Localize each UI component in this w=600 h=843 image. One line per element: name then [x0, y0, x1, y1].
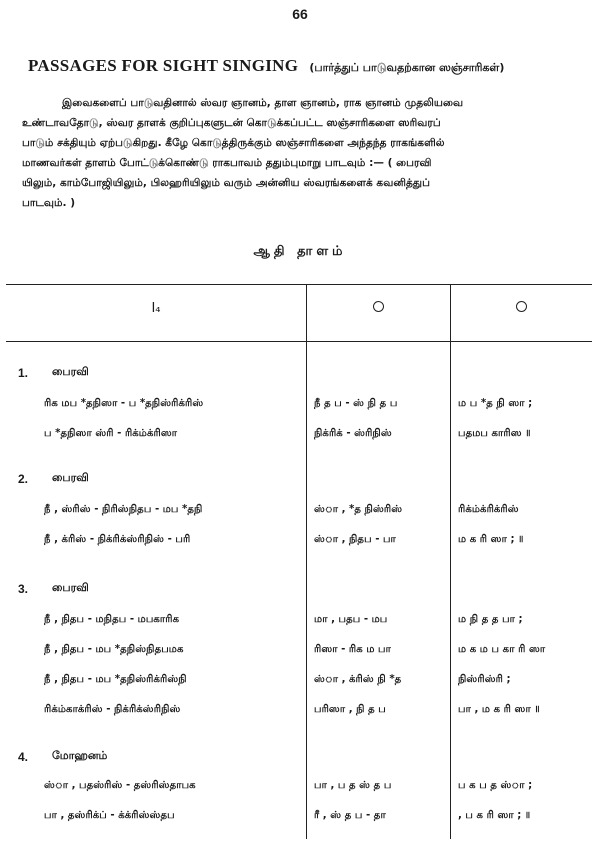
page-number: 66: [292, 6, 308, 22]
laghu-phrase: நீ , நிதப - மப *தநிஸ்ரிக்ரிஸ்நி: [44, 674, 187, 685]
raga-name: பைரவி: [52, 365, 89, 378]
table-row: [6, 771, 592, 805]
table-row: [6, 389, 592, 423]
drutam1-phrase: ஸ்ா , நிதப - பா: [314, 534, 396, 545]
drutam1-phrase: ரீ , ஸ் த ப - தா: [314, 810, 386, 821]
laghu-phrase: ரிக்ம்காக்ரிஸ் - நிக்ரிக்ஸ்ரிநிஸ்: [44, 704, 181, 715]
drutam1-phrase: ஸ்ா , க்ரிஸ் நி *த: [314, 674, 402, 685]
intro-line: உண்டாவதோடு, ஸ்வர தாளக் குறிப்புகளுடன் கொடுக்கப்பட்ட ஸஞ்சாரிகளை ஸரிவரப்: [22, 117, 441, 129]
intro-line: மாணவர்கள் தாளம் போட்டுக்கொண்டு ராகபாவம் ததும்புமாறு பாடவும் :— ( பைரவி: [22, 157, 432, 169]
laghu-phrase: பா , தஸ்ரிக்ப் - க்க்ரிஸ்ஸ்தப: [44, 810, 175, 821]
laghu-phrase: நீ , க்ரிஸ் - நிக்ரிக்ஸ்ரிநிஸ் - பரி: [44, 534, 191, 545]
section-heading: [6, 463, 592, 497]
section-heading: [6, 357, 592, 391]
laghu-phrase: ப *தநிஸா ஸ்ரி - ரிக்ம்க்ரிஸா: [44, 428, 178, 439]
drutam2-phrase: ரிக்ம்க்ரிக்ரிஸ்: [458, 504, 519, 515]
page-heading: [28, 56, 588, 76]
drutam2-phrase: ப க ப த ஸ்ா ;: [458, 780, 533, 791]
circle-icon: [373, 301, 384, 312]
section-number: 1.: [18, 366, 29, 380]
drutam-header-1: [306, 301, 450, 316]
heading-english: PASSAGES FOR SIGHT SINGING: [28, 56, 299, 75]
drutam1-phrase: நீ த ப - ஸ் நி த ப: [314, 398, 398, 409]
section-number: 4.: [18, 750, 29, 764]
drutam-header-2: [450, 301, 592, 316]
table-row: [6, 525, 592, 559]
drutam2-phrase: ம ப *த நி ஸா ;: [458, 398, 533, 409]
drutam2-phrase: ம க ம ப கா ரி ஸா: [458, 644, 546, 655]
intro-line: பாடவும். ): [22, 197, 76, 209]
circle-icon: [516, 301, 527, 312]
laghu-phrase: நீ , ஸ்ரிஸ் - நிரிஸ்நிதப - மப *தநி: [44, 504, 203, 515]
drutam2-phrase: நிஸ்ரிஸ்ரி ;: [458, 674, 511, 685]
table-row: [6, 635, 592, 669]
table-row: [6, 665, 592, 699]
raga-name: பைரவி: [52, 471, 89, 484]
laghu-phrase: நீ , நிதப - மநிதப - மபகாரிக: [44, 614, 180, 625]
drutam2-phrase: பதமப காரிஸ ॥: [458, 428, 531, 439]
laghu-header: I₄: [151, 301, 161, 316]
drutam1-phrase: பா , ப த ஸ் த ப: [314, 780, 392, 791]
drutam1-phrase: ஸ்ா , *த நிஸ்ரிஸ்: [314, 504, 403, 515]
table-row: [6, 801, 592, 835]
intro-line: பாடும் சக்தியும் ஏற்படுகிறது. கீழே கொடுத்திருக்கும் ஸஞ்சாரிகளை அந்தந்த ராகங்களில்: [22, 137, 445, 149]
raga-name: மோஹனம்: [52, 749, 108, 762]
drutam2-phrase: ம நி த த பா ;: [458, 614, 523, 625]
table-row: [6, 495, 592, 529]
table-row: [6, 419, 592, 453]
tala-title: ஆதி தாளம்: [253, 244, 347, 259]
intro-line: யிலும், காம்போஜியிலும், பிலஹரியிலும் வரும் அன்னிய ஸ்வரங்களைக் கவனித்துப்: [22, 177, 430, 189]
table-row: [6, 605, 592, 639]
section-heading: [6, 573, 592, 607]
header-divider: [6, 341, 592, 342]
drutam2-phrase: பா , ம க ரி ஸா ॥: [458, 704, 540, 715]
section-number: 2.: [18, 472, 29, 486]
drutam1-phrase: மா , பதப - மப: [314, 614, 388, 625]
intro-paragraph: [22, 93, 584, 213]
drutam2-phrase: , ப க ரி ஸா ; ॥: [458, 810, 531, 821]
drutam1-phrase: நிக்ரிக் - ஸ்ரிநிஸ்: [314, 428, 392, 439]
drutam1-phrase: ரிஸா - ரிக ம பா: [314, 644, 391, 655]
section-number: 3.: [18, 582, 29, 596]
sight-singing-table: [6, 284, 592, 839]
section-heading: [6, 741, 592, 775]
laghu-phrase: நீ , நிதப - மப *தநிஸ்நிதபமக: [44, 644, 184, 655]
drutam1-phrase: பரிஸா , நி த ப: [314, 704, 386, 715]
heading-tamil: (பார்த்துப் பாடுவதற்கான ஸஞ்சாரிகள்): [309, 61, 505, 74]
drutam2-phrase: ம க ரி ஸா ; ॥: [458, 534, 524, 545]
laghu-phrase: ஸ்ா , பதஸ்ரிஸ் - தஸ்ரிஸ்தாபக: [44, 780, 196, 791]
table-row: [6, 695, 592, 729]
raga-name: பைரவி: [52, 581, 89, 594]
intro-line: இவைகளைப் பாடுவதினால் ஸ்வர ஞானம், தாள ஞானம், ராக ஞானம் முதலியவை: [62, 97, 464, 109]
laghu-phrase: ரிக மப *தநிஸா - ப *தநிஸ்ரிக்ரிஸ்: [44, 398, 204, 409]
